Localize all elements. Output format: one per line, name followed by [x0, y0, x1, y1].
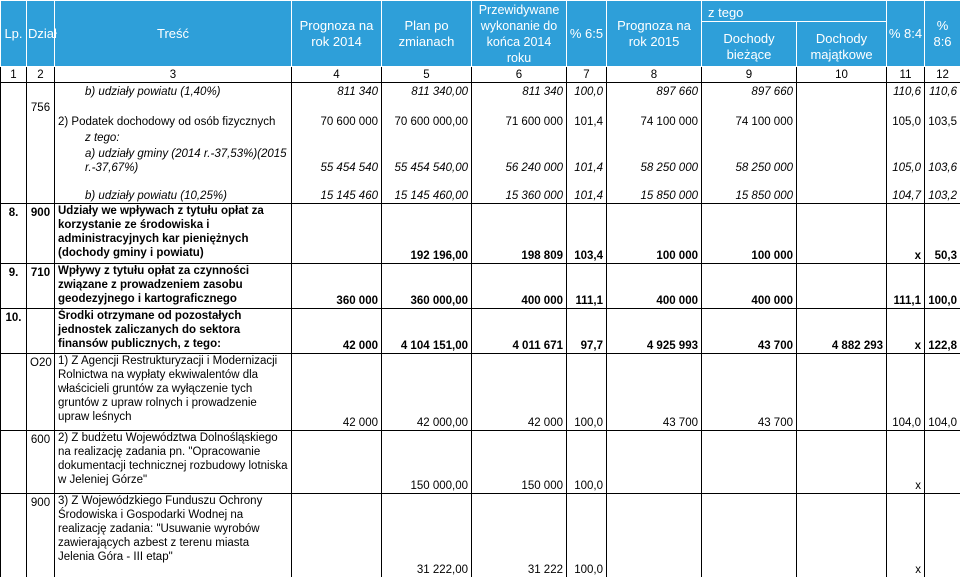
row-lp — [1, 83, 27, 99]
row-dochody-biezace: 15 850 000 — [702, 175, 797, 204]
row-prognoza-2015: 74 100 000 — [607, 99, 702, 129]
row-dochody-biezace — [702, 129, 797, 145]
header-tresc: Treść — [55, 1, 292, 67]
row-pct-8-6: 100,0 — [925, 264, 960, 309]
row-dochody-majatkowe — [797, 431, 887, 494]
row-plan: 4 104 151,00 — [382, 309, 472, 354]
row-pct-6-5: 101,4 — [567, 145, 607, 175]
table-row — [1, 431, 960, 494]
row-przewidywane: 198 809 — [472, 204, 567, 264]
row-plan: 70 600 000,00 — [382, 99, 472, 129]
row-pct-8-6 — [925, 494, 960, 577]
row-prognoza-2015: 43 700 — [607, 354, 702, 431]
row-pct-6-5: 100,0 — [567, 83, 607, 99]
row-dzial — [27, 129, 55, 145]
row-pct-8-4: 104,0 — [887, 354, 925, 431]
table-row — [1, 264, 960, 309]
table-row — [1, 83, 960, 99]
row-dochody-biezace: 100 000 — [702, 204, 797, 264]
row-prognoza-2014: 811 340 — [292, 83, 382, 99]
row-pct-8-4: 105,0 — [887, 145, 925, 175]
row-przewidywane: 42 000 — [472, 354, 567, 431]
row-przewidywane — [472, 129, 567, 145]
row-pct-8-6 — [925, 129, 960, 145]
row-pct-6-5: 97,7 — [567, 309, 607, 354]
row-dochody-majatkowe — [797, 83, 887, 99]
colnum: 1 — [1, 67, 27, 83]
header-dochody-biezace: Dochody bieżące — [702, 22, 797, 67]
row-prognoza-2014: 70 600 000 — [292, 99, 382, 129]
row-prognoza-2014: 360 000 — [292, 264, 382, 309]
row-pct-8-4: x — [887, 204, 925, 264]
row-przewidywane: 15 360 000 — [472, 175, 567, 204]
row-dochody-biezace — [702, 431, 797, 494]
row-plan: 55 454 540,00 — [382, 145, 472, 175]
row-dzial — [27, 83, 55, 99]
header-dzial: Dział — [27, 1, 55, 67]
colnum: 3 — [55, 67, 292, 83]
row-dochody-majatkowe: 4 882 293 — [797, 309, 887, 354]
row-pct-8-6: 50,3 — [925, 204, 960, 264]
row-pct-8-6: 103,5 — [925, 99, 960, 129]
row-prognoza-2014 — [292, 494, 382, 577]
row-pct-8-4: x — [887, 309, 925, 354]
row-przewidywane: 811 340 — [472, 83, 567, 99]
row-pct-8-6: 103,6 — [925, 145, 960, 175]
row-tresc: a) udziały gminy (2014 r.-37,53%)(2015 r.-37,67%) — [55, 145, 292, 175]
row-dzial: O20 — [27, 354, 55, 431]
colnum: 12 — [925, 67, 960, 83]
row-pct-8-4: 105,0 — [887, 99, 925, 129]
row-prognoza-2015: 58 250 000 — [607, 145, 702, 175]
row-pct-6-5: 101,4 — [567, 99, 607, 129]
row-przewidywane: 71 600 000 — [472, 99, 567, 129]
header-dochody-majatkowe: Dochody majątkowe — [797, 22, 887, 67]
colnum: 9 — [702, 67, 797, 83]
table-row — [1, 145, 960, 175]
row-dochody-majatkowe — [797, 204, 887, 264]
row-prognoza-2014: 42 000 — [292, 309, 382, 354]
row-dochody-biezace: 74 100 000 — [702, 99, 797, 129]
colnum: 10 — [797, 67, 887, 83]
row-lp: 9. — [1, 264, 27, 309]
header-lp: Lp. — [1, 1, 27, 67]
row-plan: 42 000,00 — [382, 354, 472, 431]
row-dochody-majatkowe — [797, 264, 887, 309]
colnum: 11 — [887, 67, 925, 83]
row-dzial — [27, 309, 55, 354]
row-plan: 15 145 460,00 — [382, 175, 472, 204]
colnum: 5 — [382, 67, 472, 83]
row-lp: 10. — [1, 309, 27, 354]
row-dochody-biezace: 897 660 — [702, 83, 797, 99]
row-dochody-majatkowe — [797, 145, 887, 175]
row-dochody-biezace: 43 700 — [702, 354, 797, 431]
row-lp — [1, 354, 27, 431]
row-tresc: 2) Z budżetu Województwa Dolnośląskiego na realizację zadania pn. "Opracowanie dokumentacji technicznej rozbudowy lotniska w Jeleniej Górze" — [55, 431, 292, 494]
table-row — [1, 309, 960, 354]
row-przewidywane: 150 000 — [472, 431, 567, 494]
row-pct-8-4: 110,6 — [887, 83, 925, 99]
row-pct-8-6: 103,2 — [925, 175, 960, 204]
row-tresc: b) udziały powiatu (1,40%) — [55, 83, 292, 99]
row-lp — [1, 145, 27, 175]
header-prognoza-2014: Prognoza na rok 2014 — [292, 1, 382, 67]
row-tresc: Wpływy z tytułu opłat za czynności związane z prowadzeniem zasobu geodezyjnego i kartograficznego — [55, 264, 292, 309]
row-pct-8-4: x — [887, 494, 925, 577]
column-number-row — [1, 67, 960, 83]
row-lp — [1, 129, 27, 145]
row-pct-8-4: 111,1 — [887, 264, 925, 309]
header-pct-6-5: % 6:5 — [567, 1, 607, 67]
table-row — [1, 129, 960, 145]
row-pct-8-6: 110,6 — [925, 83, 960, 99]
row-plan: 360 000,00 — [382, 264, 472, 309]
row-dzial: 756 — [27, 99, 55, 129]
row-prognoza-2015: 400 000 — [607, 264, 702, 309]
row-dochody-majatkowe — [797, 175, 887, 204]
header-przewidywane: Przewidywane wykonanie do końca 2014 roku — [472, 1, 567, 67]
row-prognoza-2015: 15 850 000 — [607, 175, 702, 204]
row-prognoza-2014: 15 145 460 — [292, 175, 382, 204]
row-plan: 192 196,00 — [382, 204, 472, 264]
row-pct-8-6 — [925, 431, 960, 494]
row-tresc: b) udziały powiatu (10,25%) — [55, 175, 292, 204]
row-prognoza-2014 — [292, 431, 382, 494]
row-pct-6-5 — [567, 129, 607, 145]
row-tresc: Udziały we wpływach z tytułu opłat za korzystanie ze środowiska i administracyjnych kar pieniężnych (dochody gminy i powiatu) — [55, 204, 292, 264]
row-prognoza-2015: 4 925 993 — [607, 309, 702, 354]
colnum: 6 — [472, 67, 567, 83]
row-pct-6-5: 103,4 — [567, 204, 607, 264]
row-tresc: 3) Z Wojewódzkiego Funduszu Ochrony Środowiska i Gospodarki Wodnej na realizację zadania: "Usuwanie wyrobów zawierających azbest z terenu miasta Jelenia Góra - III etap" — [55, 494, 292, 577]
row-pct-8-4: x — [887, 431, 925, 494]
row-prognoza-2014: 42 000 — [292, 354, 382, 431]
row-przewidywane: 31 222 — [472, 494, 567, 577]
table-row — [1, 494, 960, 577]
row-pct-6-5: 101,4 — [567, 175, 607, 204]
row-dzial — [27, 175, 55, 204]
header-pct-8-4: % 8:4 — [887, 1, 925, 67]
row-dochody-biezace: 43 700 — [702, 309, 797, 354]
row-prognoza-2015 — [607, 494, 702, 577]
header-plan: Plan po zmianach — [382, 1, 472, 67]
row-lp — [1, 431, 27, 494]
row-pct-6-5: 111,1 — [567, 264, 607, 309]
row-pct-6-5: 100,0 — [567, 494, 607, 577]
row-tresc: Środki otrzymane od pozostałych jednostek zaliczanych do sektora finansów publicznych, z tego: — [55, 309, 292, 354]
row-dochody-biezace — [702, 494, 797, 577]
row-dochody-majatkowe — [797, 129, 887, 145]
row-pct-8-4: 104,7 — [887, 175, 925, 204]
row-pct-6-5: 100,0 — [567, 354, 607, 431]
header-z-tego: z tego — [702, 1, 887, 22]
row-prognoza-2014: 55 454 540 — [292, 145, 382, 175]
row-prognoza-2015: 897 660 — [607, 83, 702, 99]
row-tresc: 1) Z Agencji Restrukturyzacji i Modernizacji Rolnictwa na wypłaty ekwiwalentów dla właścicieli gruntów za wyłączenie tych gruntów z upraw rolnych i prowadzenie upraw leśnych — [55, 354, 292, 431]
row-pct-6-5: 100,0 — [567, 431, 607, 494]
header-prognoza-2015: Prognoza na rok 2015 — [607, 1, 702, 67]
row-dzial: 710 — [27, 264, 55, 309]
row-tresc: 2) Podatek dochodowy od osób fizycznych — [55, 99, 292, 129]
table-row — [1, 99, 960, 129]
row-dzial: 600 — [27, 431, 55, 494]
table-row — [1, 354, 960, 431]
row-tresc: z tego: — [55, 129, 292, 145]
row-plan — [382, 129, 472, 145]
row-prognoza-2015 — [607, 431, 702, 494]
row-lp — [1, 99, 27, 129]
header-pct-8-6: % 8:6 — [925, 1, 960, 67]
row-dzial — [27, 145, 55, 175]
row-pct-8-6: 122,8 — [925, 309, 960, 354]
row-dochody-majatkowe — [797, 99, 887, 129]
row-prognoza-2014 — [292, 129, 382, 145]
table-row — [1, 204, 960, 264]
row-plan: 811 340,00 — [382, 83, 472, 99]
row-pct-8-6: 104,0 — [925, 354, 960, 431]
table-row — [1, 175, 960, 204]
colnum: 7 — [567, 67, 607, 83]
row-dzial: 900 — [27, 494, 55, 577]
row-plan: 150 000,00 — [382, 431, 472, 494]
row-prognoza-2015 — [607, 129, 702, 145]
row-dochody-majatkowe — [797, 354, 887, 431]
row-plan: 31 222,00 — [382, 494, 472, 577]
colnum: 4 — [292, 67, 382, 83]
colnum: 8 — [607, 67, 702, 83]
row-przewidywane: 4 011 671 — [472, 309, 567, 354]
row-dzial: 900 — [27, 204, 55, 264]
row-przewidywane: 400 000 — [472, 264, 567, 309]
row-dochody-majatkowe — [797, 494, 887, 577]
row-dochody-biezace: 58 250 000 — [702, 145, 797, 175]
row-lp: 8. — [1, 204, 27, 264]
row-dochody-biezace: 400 000 — [702, 264, 797, 309]
row-lp — [1, 494, 27, 577]
colnum: 2 — [27, 67, 55, 83]
row-prognoza-2015: 100 000 — [607, 204, 702, 264]
row-lp — [1, 175, 27, 204]
row-pct-8-4 — [887, 129, 925, 145]
row-przewidywane: 56 240 000 — [472, 145, 567, 175]
row-prognoza-2014 — [292, 204, 382, 264]
